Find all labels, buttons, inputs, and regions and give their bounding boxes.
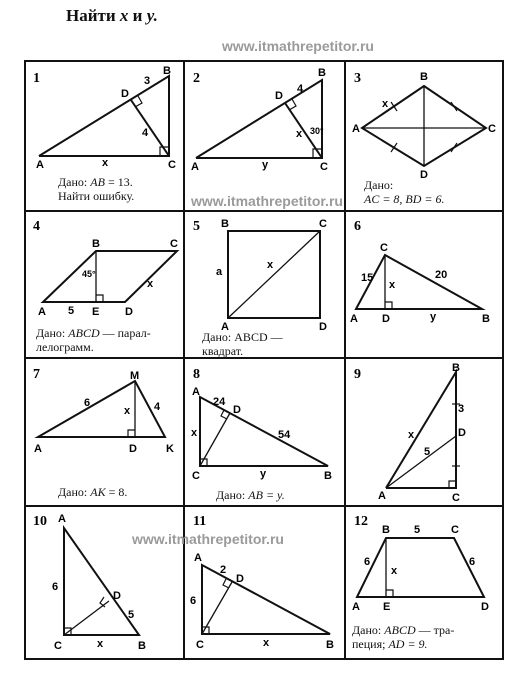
problem-number: 10	[33, 514, 47, 529]
figure-4	[43, 251, 177, 302]
figure-label: a	[216, 266, 223, 278]
note-1: Дано: AB = 13. Найти ошибку.	[58, 175, 135, 203]
problem-number: 11	[193, 514, 207, 529]
figure-label: A	[192, 386, 200, 398]
problem-number: 5	[193, 219, 200, 234]
figure-label: D	[129, 443, 137, 455]
figure-label: D	[382, 313, 390, 325]
watermark: www.itmathrepetitor.ru	[191, 193, 343, 209]
figure-label: A	[36, 159, 44, 171]
figure-label: 45°	[82, 269, 96, 279]
figure-label: 15	[361, 272, 374, 284]
figure-label: A	[352, 123, 360, 135]
problem-number: 6	[354, 219, 361, 234]
figure-label: 6	[52, 581, 59, 593]
figure-label: C	[170, 238, 178, 250]
figure-label: B	[382, 524, 390, 536]
figure-label: D	[125, 306, 133, 318]
figure-label: B	[326, 639, 334, 651]
figure-label: 3	[144, 75, 151, 87]
figure-7	[38, 381, 165, 437]
figure-label: C	[320, 161, 328, 173]
figure-label: C	[168, 159, 176, 171]
figure-label: x	[191, 427, 198, 439]
figure-label: x	[263, 637, 270, 649]
figure-label: D	[121, 88, 129, 100]
figure-6	[356, 255, 482, 309]
figure-label: x	[382, 98, 389, 110]
figure-label: B	[420, 71, 428, 83]
figure-label: x	[147, 278, 154, 290]
figure-label: C	[488, 123, 496, 135]
figure-label: B	[92, 238, 100, 250]
figure-label: x	[97, 638, 104, 650]
figure-8-labels	[191, 386, 332, 482]
watermark: www.itmathrepetitor.ru	[222, 38, 374, 54]
figure-label: D	[319, 321, 327, 333]
figure-label: B	[163, 65, 171, 77]
note-3: Дано: AC = 8, BD = 6.	[364, 178, 445, 206]
figure-label: A	[34, 443, 42, 455]
figure-6-labels	[350, 242, 490, 325]
problem-number: 12	[354, 514, 368, 529]
figure-label: C	[196, 639, 204, 651]
figure-label: D	[458, 427, 466, 439]
figure-label: M	[130, 370, 140, 382]
problem-number: 8	[193, 367, 200, 382]
figure-label: A	[58, 513, 66, 525]
figure-9	[386, 372, 460, 488]
figure-label: B	[452, 362, 460, 374]
figure-label: 2	[220, 564, 227, 576]
figure-label: 6	[190, 595, 197, 607]
problem-number: 4	[33, 219, 40, 234]
figure-label: A	[378, 490, 386, 502]
figure-label: x	[124, 405, 131, 417]
figure-label: y	[260, 468, 267, 480]
figure-label: B	[138, 640, 146, 652]
figure-label: 5	[68, 305, 75, 317]
figure-3	[362, 86, 486, 166]
note-8: Дано: AB = y.	[216, 488, 285, 502]
figure-label: E	[383, 601, 391, 613]
figure-label: A	[350, 313, 358, 325]
figure-label: A	[221, 321, 229, 333]
page-title: Найти x и y.	[66, 6, 158, 25]
figure-label: 30°	[310, 126, 324, 136]
figure-label: 5	[424, 446, 431, 458]
figure-label: A	[38, 306, 46, 318]
figure-label: 6	[469, 556, 476, 568]
note-4: Дано: ABCD — парал- лелограмм.	[36, 326, 151, 354]
figure-label: D	[275, 90, 283, 102]
figure-label: 5	[128, 609, 135, 621]
figure-1	[39, 76, 169, 156]
figure-label: 3	[458, 403, 465, 415]
figure-label: D	[420, 169, 428, 181]
figure-label: A	[191, 161, 199, 173]
problem-number: 3	[354, 71, 361, 86]
watermark: www.itmathrepetitor.ru	[132, 531, 284, 547]
figure-label: B	[324, 470, 332, 482]
figure-label: x	[296, 128, 303, 140]
figure-label: C	[380, 242, 388, 254]
note-7: Дано: AK = 8.	[58, 485, 128, 499]
problem-number: 9	[354, 367, 361, 382]
problem-number: 2	[193, 71, 200, 86]
figure-label: D	[481, 601, 489, 613]
figure-12	[357, 538, 484, 597]
figure-label: D	[233, 404, 241, 416]
figure-label: y	[430, 311, 437, 323]
problem-number: 7	[33, 367, 40, 382]
figure-label: E	[92, 306, 100, 318]
figure-label: C	[54, 640, 62, 652]
figure-label: 4	[142, 127, 149, 139]
figure-label: 4	[154, 401, 161, 413]
figure-label: C	[452, 492, 460, 504]
figure-label: 20	[435, 269, 448, 281]
figure-label: 24	[213, 396, 226, 408]
grid-lines	[25, 61, 503, 659]
figure-label: C	[319, 218, 327, 230]
figure-label: 4	[297, 83, 304, 95]
problem-number: 1	[33, 71, 40, 86]
note-12: Дано: ABCD — тра- пеция; AD = 9.	[352, 623, 455, 651]
figure-label: y	[262, 159, 269, 171]
figure-label: x	[389, 279, 396, 291]
figure-label: B	[318, 67, 326, 79]
figure-label: D	[236, 573, 244, 585]
figure-label: x	[408, 429, 415, 441]
figure-5-labels	[216, 218, 327, 333]
figure-label: x	[267, 259, 274, 271]
figure-label: 54	[278, 429, 291, 441]
figure-label: x	[391, 565, 398, 577]
figure-label: B	[221, 218, 229, 230]
figure-label: D	[113, 590, 121, 602]
figure-9-labels	[378, 362, 466, 504]
figure-label: A	[194, 552, 202, 564]
note-5: Дано: ABCD — квадрат.	[202, 330, 283, 358]
figure-label: 6	[84, 397, 91, 409]
figure-11-labels	[190, 552, 334, 651]
figure-label: C	[451, 524, 459, 536]
figure-label: x	[102, 157, 109, 169]
figure-label: K	[166, 443, 174, 455]
figure-label: 6	[364, 556, 371, 568]
figure-label: B	[482, 313, 490, 325]
figure-label: 5	[414, 524, 421, 536]
figure-label: A	[352, 601, 360, 613]
figure-label: C	[192, 470, 200, 482]
figure-5	[228, 231, 320, 318]
